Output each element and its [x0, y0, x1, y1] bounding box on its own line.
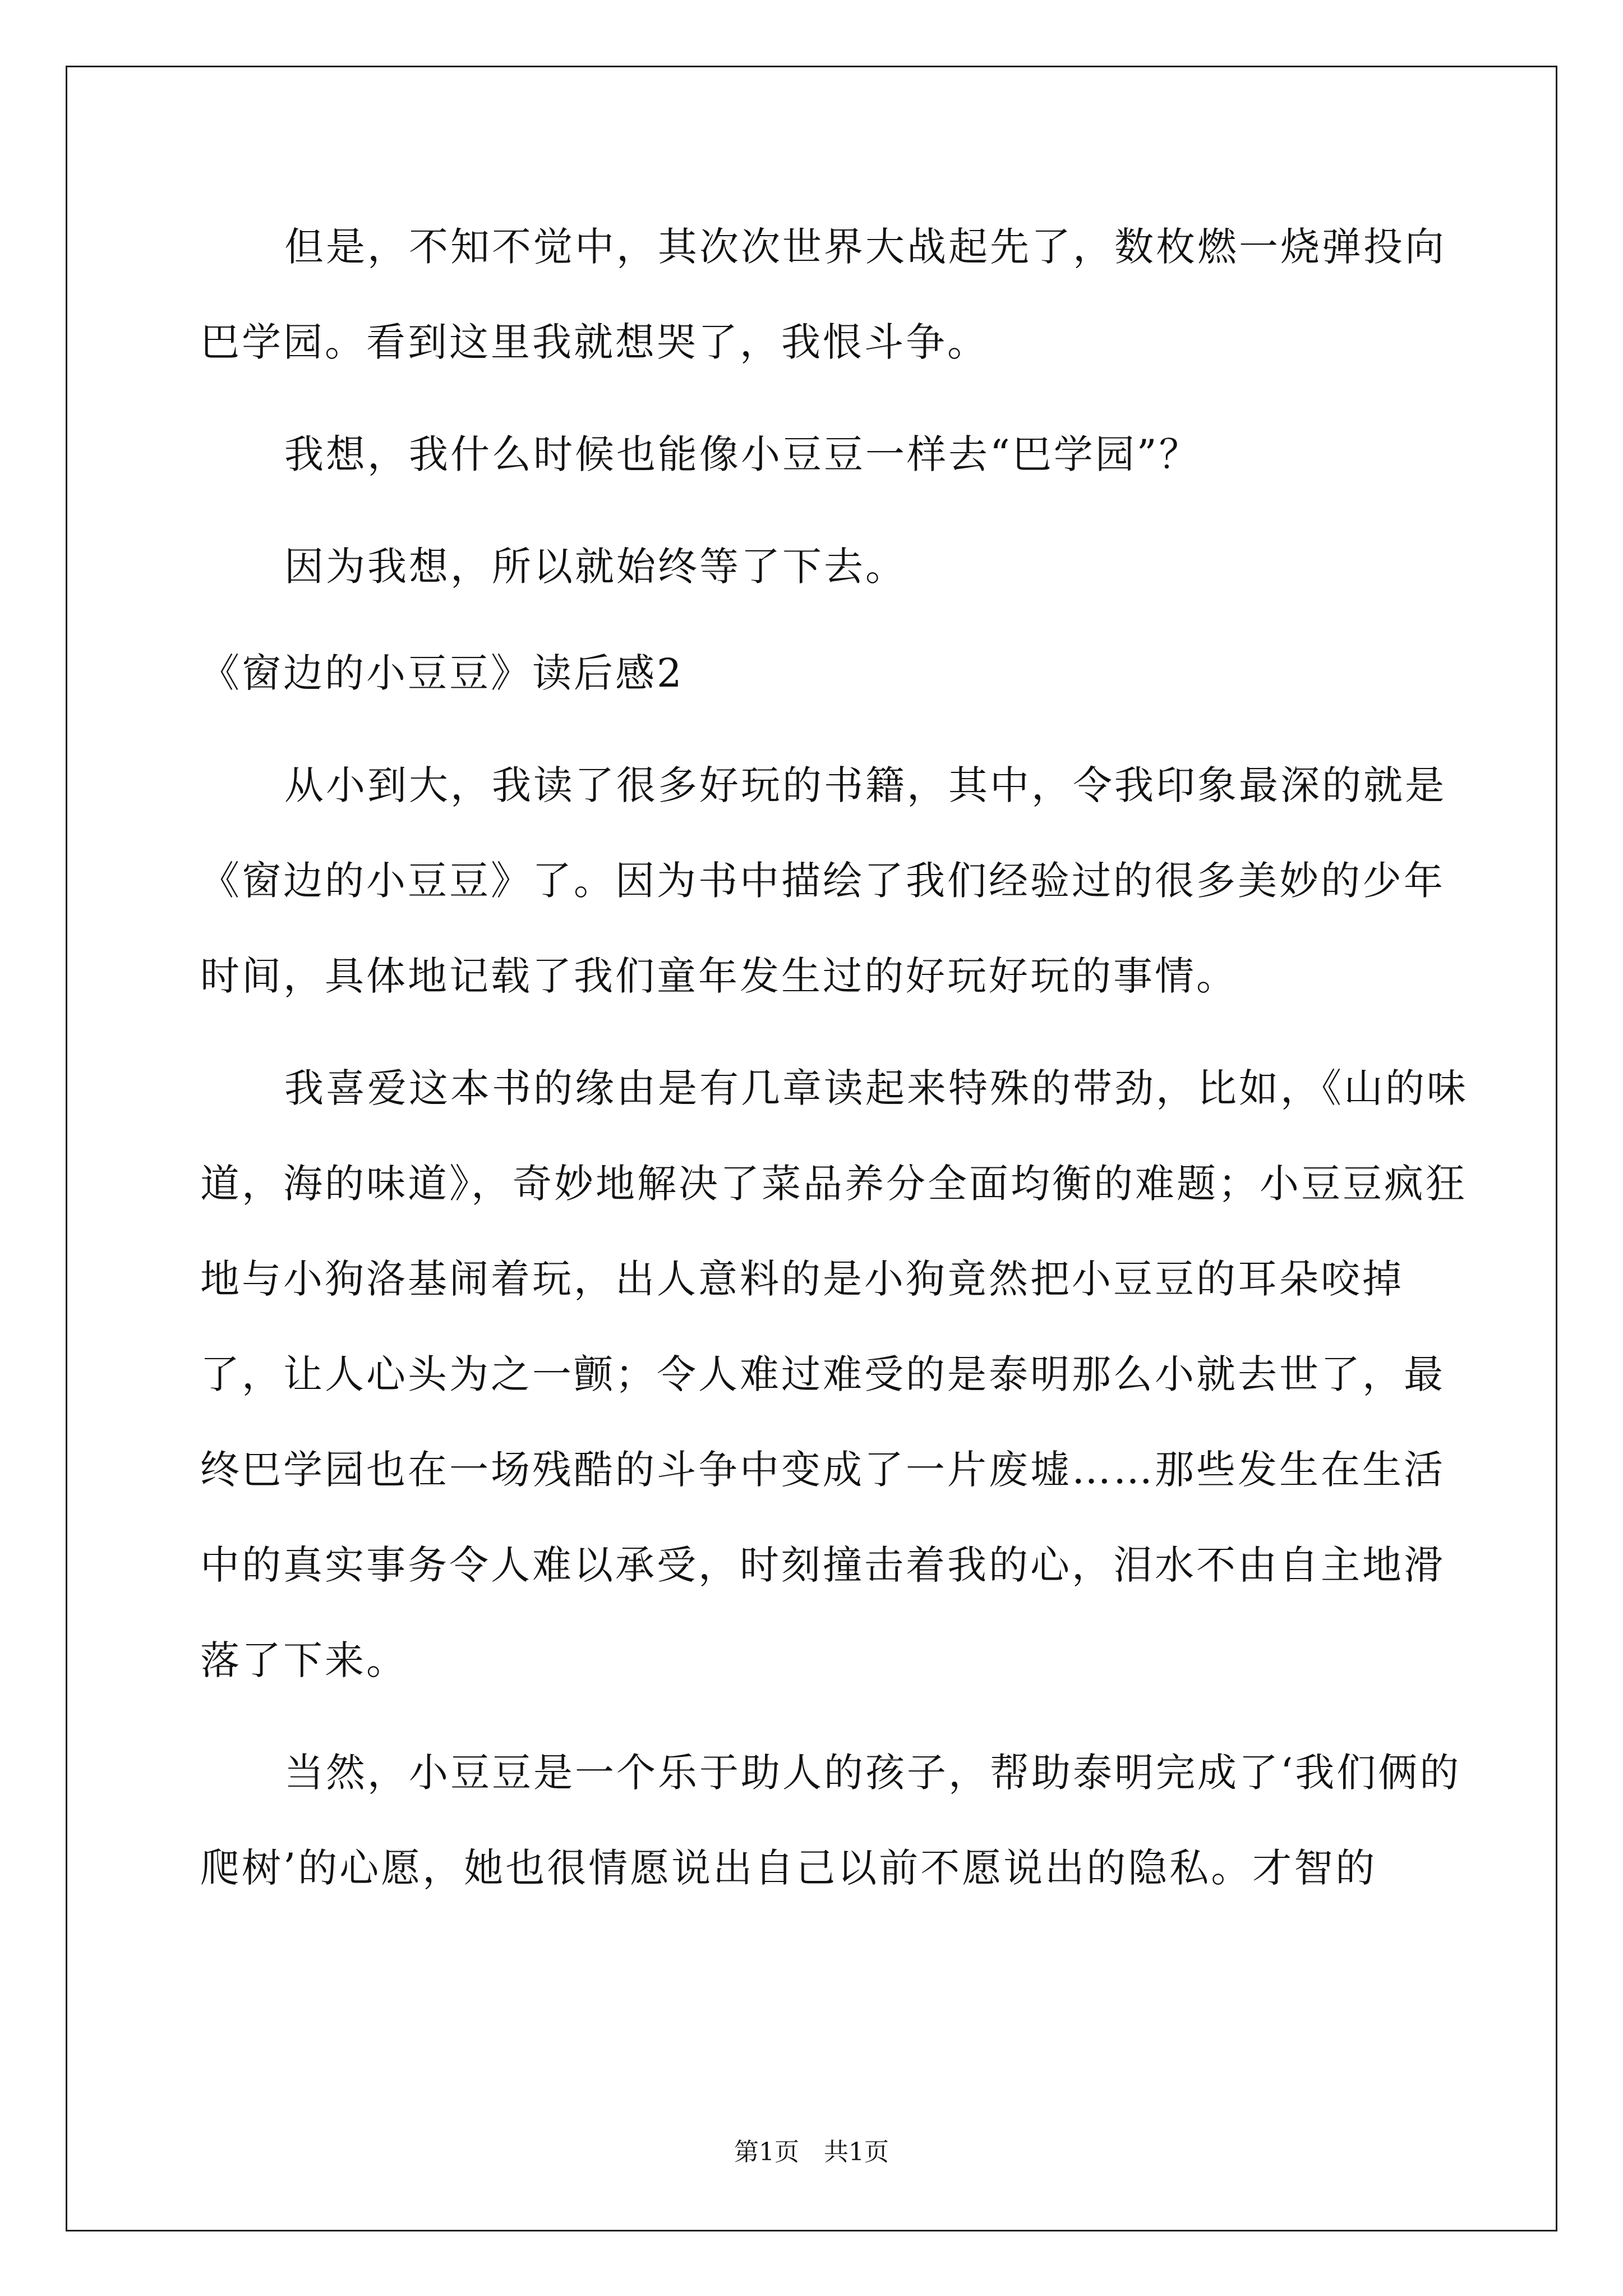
paragraph: 但是，不知不觉中，其次次世界大战起先了，数枚燃一烧弹投向巴学园。看到这里我就想哭了，我恨斗争。 — [200, 224, 1446, 365]
paragraph: 当然，小豆豆是一个乐于助人的孩子，帮助泰明完成了‘我们俩的爬树’的心愿，她也很情愿说出自己以前不愿说出的隐私。才智的 — [200, 1750, 1461, 1891]
paragraph: 我想，我什么时候也能像小豆豆一样去“巴学园”？ — [284, 431, 1201, 477]
section-heading: 《窗边的小豆豆》读后感2 — [200, 650, 684, 696]
page-footer: 第1页 共1页 — [734, 2138, 889, 2166]
paragraph: 我喜爱这本书的缘由是有几章读起来特殊的带劲，比如，《山的味道，海的味道》，奇妙地解决了菜品养分全面均衡的难题；小豆豆疯狂地与小狗洛基闹着玩，出人意料的是小狗竟然把小豆豆的耳朵咬掉了，让人心头为之一颤；令人难过难受的是泰明那么小就去世了，最终巴学园也在一场残酷的斗争中变成了一片废墟……那些发生在生活中的真实事务令人难以承受，时刻撞击着我的心，泪水不由自主地滑落了下来。 — [200, 1065, 1468, 1683]
paragraph: 因为我想，所以就始终等了下去。 — [284, 544, 907, 590]
paragraph: 从小到大，我读了很多好玩的书籍，其中，令我印象最深的就是《窗边的小豆豆》了。因为书中描绘了我们经验过的很多美妙的少年时间，具体地记载了我们童年发生过的好玩好玩的事情。 — [200, 762, 1446, 999]
document-body — [200, 199, 1479, 1916]
